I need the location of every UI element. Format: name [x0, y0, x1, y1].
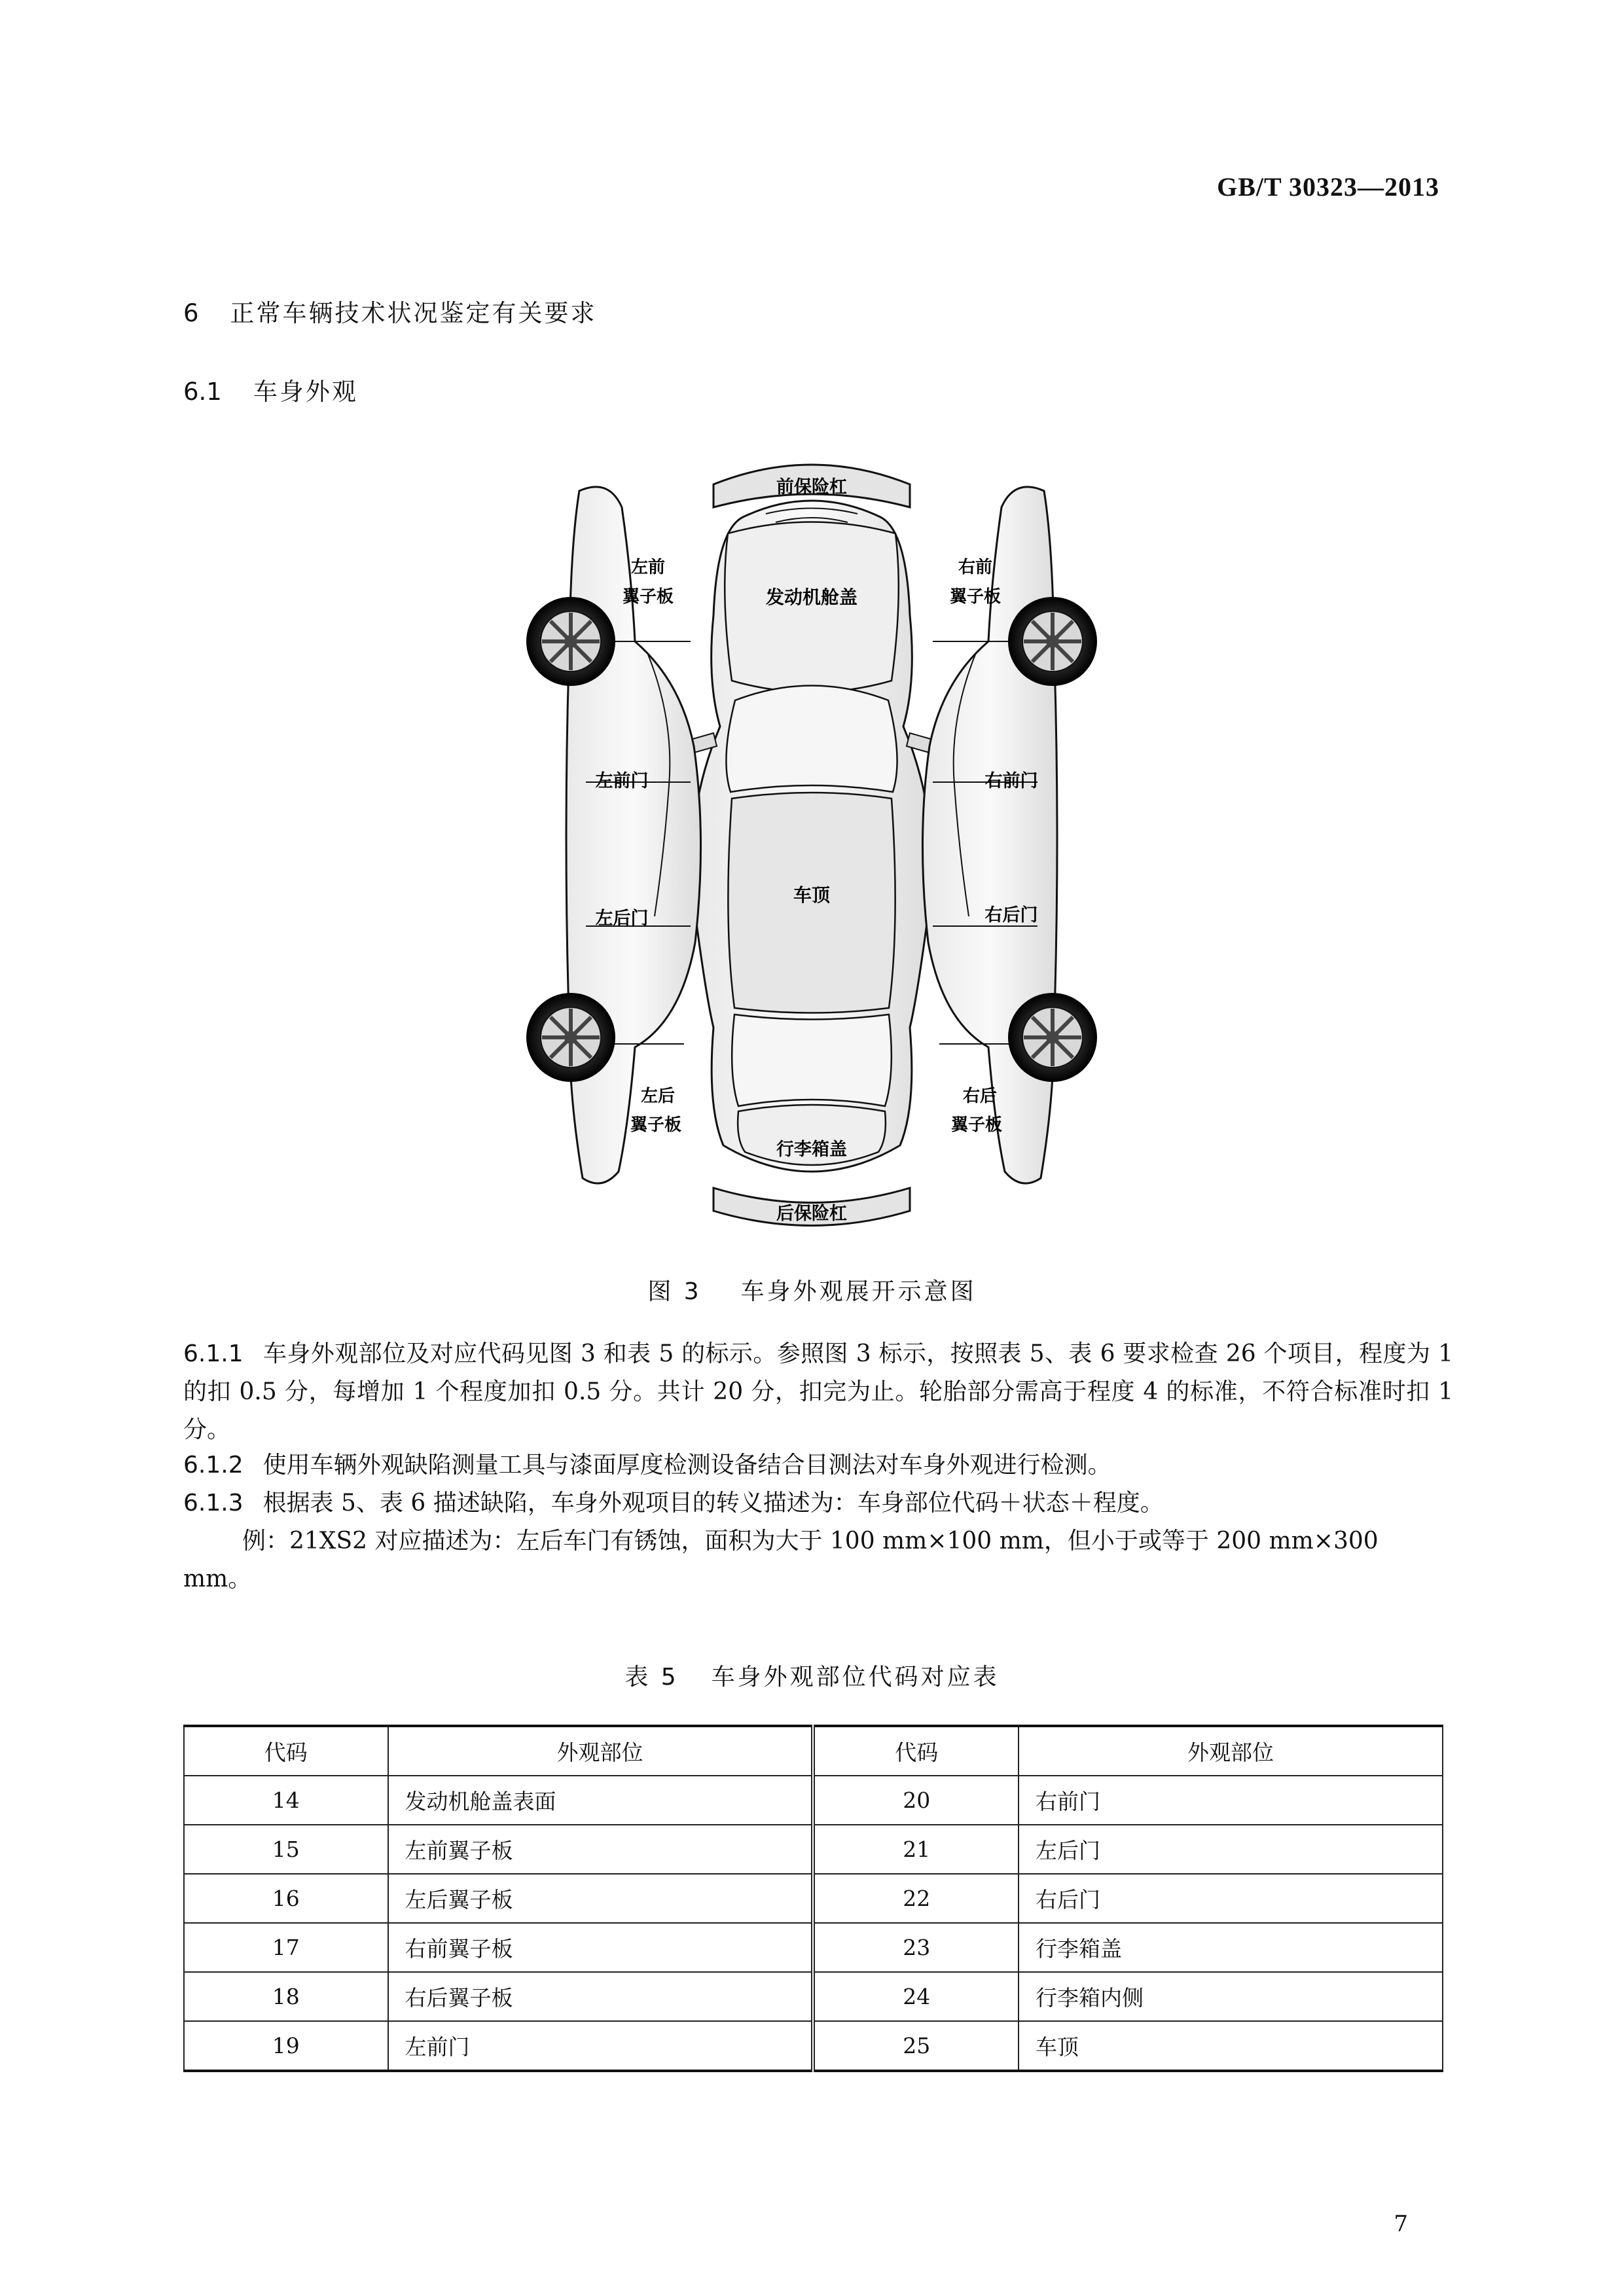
header-code-right: 代码 [813, 1726, 1019, 1776]
clause-number: 6.1.2 [183, 1452, 244, 1479]
paragraph-6-1-2 [183, 1446, 1453, 1484]
label-lf-fender-2: 翼子板 [622, 587, 674, 607]
code-cell: 17 [184, 1923, 388, 1972]
figure-title: 车身外观展开示意图 [740, 1278, 977, 1305]
code-cell: 22 [813, 1874, 1019, 1923]
code-cell: 19 [184, 2021, 388, 2071]
label-rr-fender-1: 右后 [962, 1086, 998, 1106]
code-cell: 21 [813, 1825, 1019, 1874]
section-number: 6.1 [183, 378, 222, 406]
wheel-left-rear [526, 993, 615, 1082]
label-lf-door: 左前门 [595, 771, 649, 791]
table-caption [0, 1659, 1624, 1692]
section-6-1-heading [183, 372, 358, 407]
page-number: 7 [1394, 2211, 1408, 2237]
header-code-left: 代码 [184, 1726, 388, 1776]
section-number: 6 [183, 299, 199, 327]
clause-text: 车身外观部位及对应代码见图 3 和表 5 的标示。参照图 3 标示，按照表 5、表 6 要求检查 26 个项目，程度为 1 的扣 0.5 分，每增加 1 个程度加扣 0.5 分。共计 20 分，扣完为止。轮胎部分需高于程度 4 的标准，不符合标准时扣 1 分。 [183, 1340, 1453, 1443]
part-cell: 行李箱盖 [1019, 1923, 1443, 1972]
code-cell: 20 [813, 1776, 1019, 1825]
part-cell: 发动机舱盖表面 [388, 1776, 814, 1825]
section-title: 车身外观 [253, 378, 358, 406]
table-row [184, 1923, 1443, 1972]
part-cell: 左后门 [1019, 1825, 1443, 1874]
label-rr-door: 右后门 [984, 905, 1038, 925]
wheel-right-front [1008, 597, 1097, 686]
code-cell: 23 [813, 1923, 1019, 1972]
clause-number: 6.1.1 [183, 1340, 244, 1367]
label-rear-bumper: 后保险杠 [776, 1204, 847, 1224]
code-cell: 15 [184, 1825, 388, 1874]
part-cell: 行李箱内侧 [1019, 1972, 1443, 2021]
section-title: 正常车辆技术状况鉴定有关要求 [230, 299, 597, 327]
table-row [184, 1874, 1443, 1923]
table-row [184, 1776, 1443, 1825]
paragraph-6-1-1 [183, 1335, 1453, 1449]
label-roof: 车顶 [793, 884, 831, 906]
table-row [184, 1972, 1443, 2021]
body-code-table [183, 1725, 1443, 2072]
label-rf-door: 右前门 [984, 771, 1038, 791]
code-cell: 16 [184, 1874, 388, 1923]
windshield-shape [726, 686, 897, 793]
figure-number: 图 3 [647, 1278, 702, 1305]
part-cell: 左前门 [388, 2021, 814, 2071]
wheel-left-front [526, 597, 615, 686]
clause-text: 使用车辆外观缺陷测量工具与漆面厚度检测设备结合目测法对车身外观进行检测。 [262, 1452, 1111, 1479]
paragraph-6-1-3 [183, 1484, 1453, 1522]
part-cell: 右后门 [1019, 1874, 1443, 1923]
table-header-row [184, 1726, 1443, 1776]
part-cell: 左后翼子板 [388, 1874, 814, 1923]
part-cell: 右后翼子板 [388, 1972, 814, 2021]
code-cell: 24 [813, 1972, 1019, 2021]
part-cell: 右前翼子板 [388, 1923, 814, 1972]
label-trunk: 行李箱盖 [776, 1139, 847, 1160]
label-rf-fender-1: 右前 [958, 558, 993, 577]
part-cell: 车顶 [1019, 2021, 1443, 2071]
rear-window-shape [732, 1014, 892, 1106]
clause-number: 6.1.3 [183, 1490, 244, 1516]
table-row [184, 2021, 1443, 2071]
header-part-left: 外观部位 [388, 1726, 814, 1776]
label-rr-fender-2: 翼子板 [950, 1115, 1003, 1135]
figure-caption [0, 1273, 1624, 1306]
table-row [184, 1825, 1443, 1874]
table-title: 车身外观部位代码对应表 [711, 1664, 1000, 1691]
label-lr-fender-1: 左后 [640, 1086, 676, 1106]
part-cell: 右前门 [1019, 1776, 1443, 1825]
car-body-diagram [517, 445, 1106, 1230]
section-6-heading [183, 293, 597, 329]
code-cell: 18 [184, 1972, 388, 2021]
label-lr-door: 左后门 [595, 908, 649, 929]
code-cell: 25 [813, 2021, 1019, 2071]
label-lr-fender-2: 翼子板 [630, 1115, 682, 1135]
code-cell: 14 [184, 1776, 388, 1825]
header-part-right: 外观部位 [1019, 1726, 1443, 1776]
label-lf-fender-1: 左前 [630, 558, 666, 577]
part-cell: 左前翼子板 [388, 1825, 814, 1874]
label-hood: 发动机舱盖 [765, 586, 858, 608]
clause-text: 根据表 5、表 6 描述缺陷，车身外观项目的转义描述为：车身部位代码＋状态＋程度。 [262, 1490, 1164, 1516]
standard-number: GB/T 30323—2013 [1217, 172, 1439, 202]
wheel-right-rear [1008, 993, 1097, 1082]
label-rf-fender-2: 翼子板 [949, 587, 1001, 607]
table-number: 表 5 [624, 1664, 679, 1691]
example-paragraph: 例：21XS2 对应描述为：左后车门有锈蚀，面积为大于 100 mm×100 mm，但小于或等于 200 mm×300 mm。 [183, 1528, 1379, 1592]
label-front-bumper: 前保险杠 [776, 477, 847, 497]
